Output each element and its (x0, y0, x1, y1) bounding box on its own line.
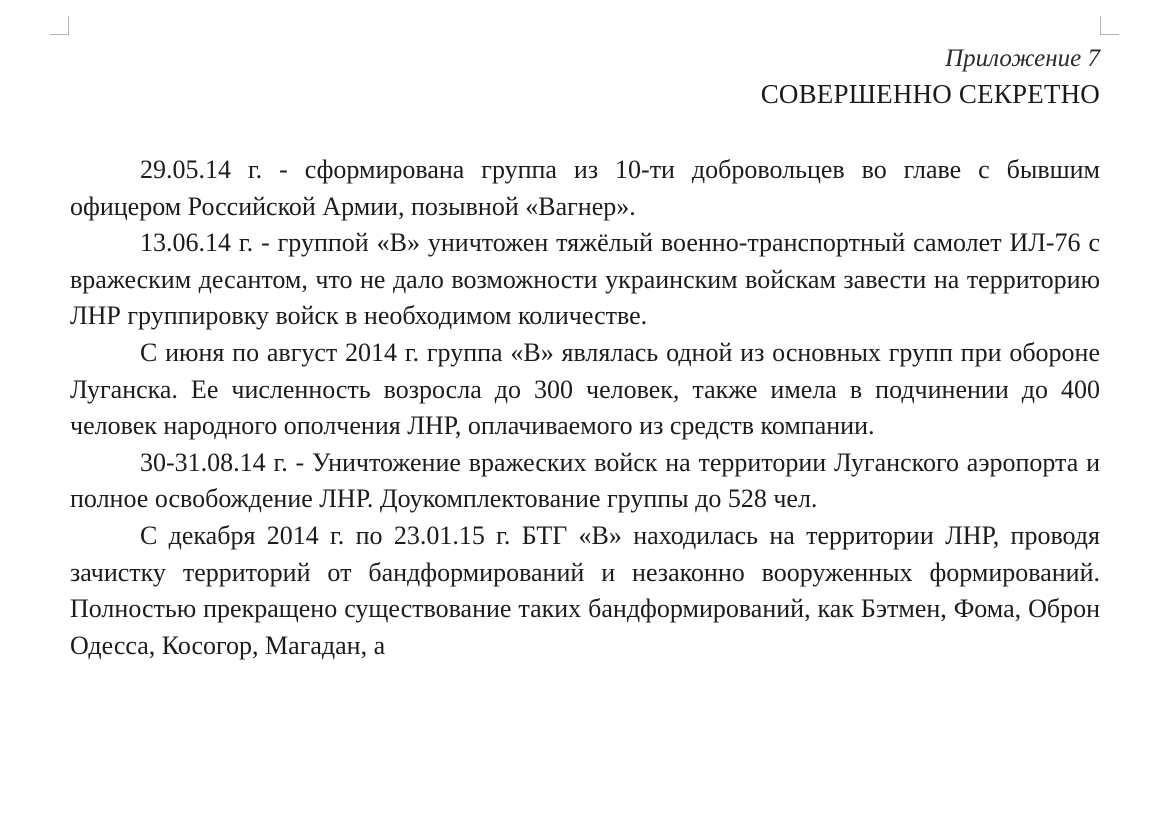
right-margin-mark (1100, 16, 1119, 35)
classification-label: СОВЕРШЕННО СЕКРЕТНО (760, 79, 1100, 109)
paragraph-4: 30-31.08.14 г. - Уничтожение вражеских войск на территории Луганского аэропорта и полное освобождение ЛНР. Доукомплектование группы до 528 чел. (70, 447, 1100, 514)
paragraph-2: 13.06.14 г. - группой «В» уничтожен тяжёлый военно-транспортный самолет ИЛ-76 с вражеским десантом, что не дало возможности украинским войскам завести на территорию ЛНР группировку войск в необходимом количестве. (70, 228, 1100, 331)
paragraph-5: С декабря 2014 г. по 23.01.15 г. БТГ «В» находилась на территории ЛНР, проводя зачистку территорий от бандформирований и незаконно вооруженных формирований. Полностью прекращено существование таких бандформирований, как Бэтмен, Фома, Оброн Одесса, Косогор, Магадан, а (70, 520, 1100, 660)
paragraph-3: С июня по август 2014 г. группа «В» являлась одной из основных групп при обороне Луганска. Ее численность возросла до 300 человек, также имела в подчинении до 400 человек народного ополчения ЛНР, оплачиваемого из средств компании. (70, 337, 1100, 441)
document-body (70, 152, 1100, 664)
left-margin-mark (50, 16, 69, 35)
document-header (761, 42, 1100, 112)
appendix-label: Приложение 7 (945, 45, 1100, 72)
paragraph-1: 29.05.14 г. - сформирована группа из 10-ти добровольцев во главе с бывшим офицером Российской Армии, позывной «Вагнер». (70, 155, 1100, 221)
